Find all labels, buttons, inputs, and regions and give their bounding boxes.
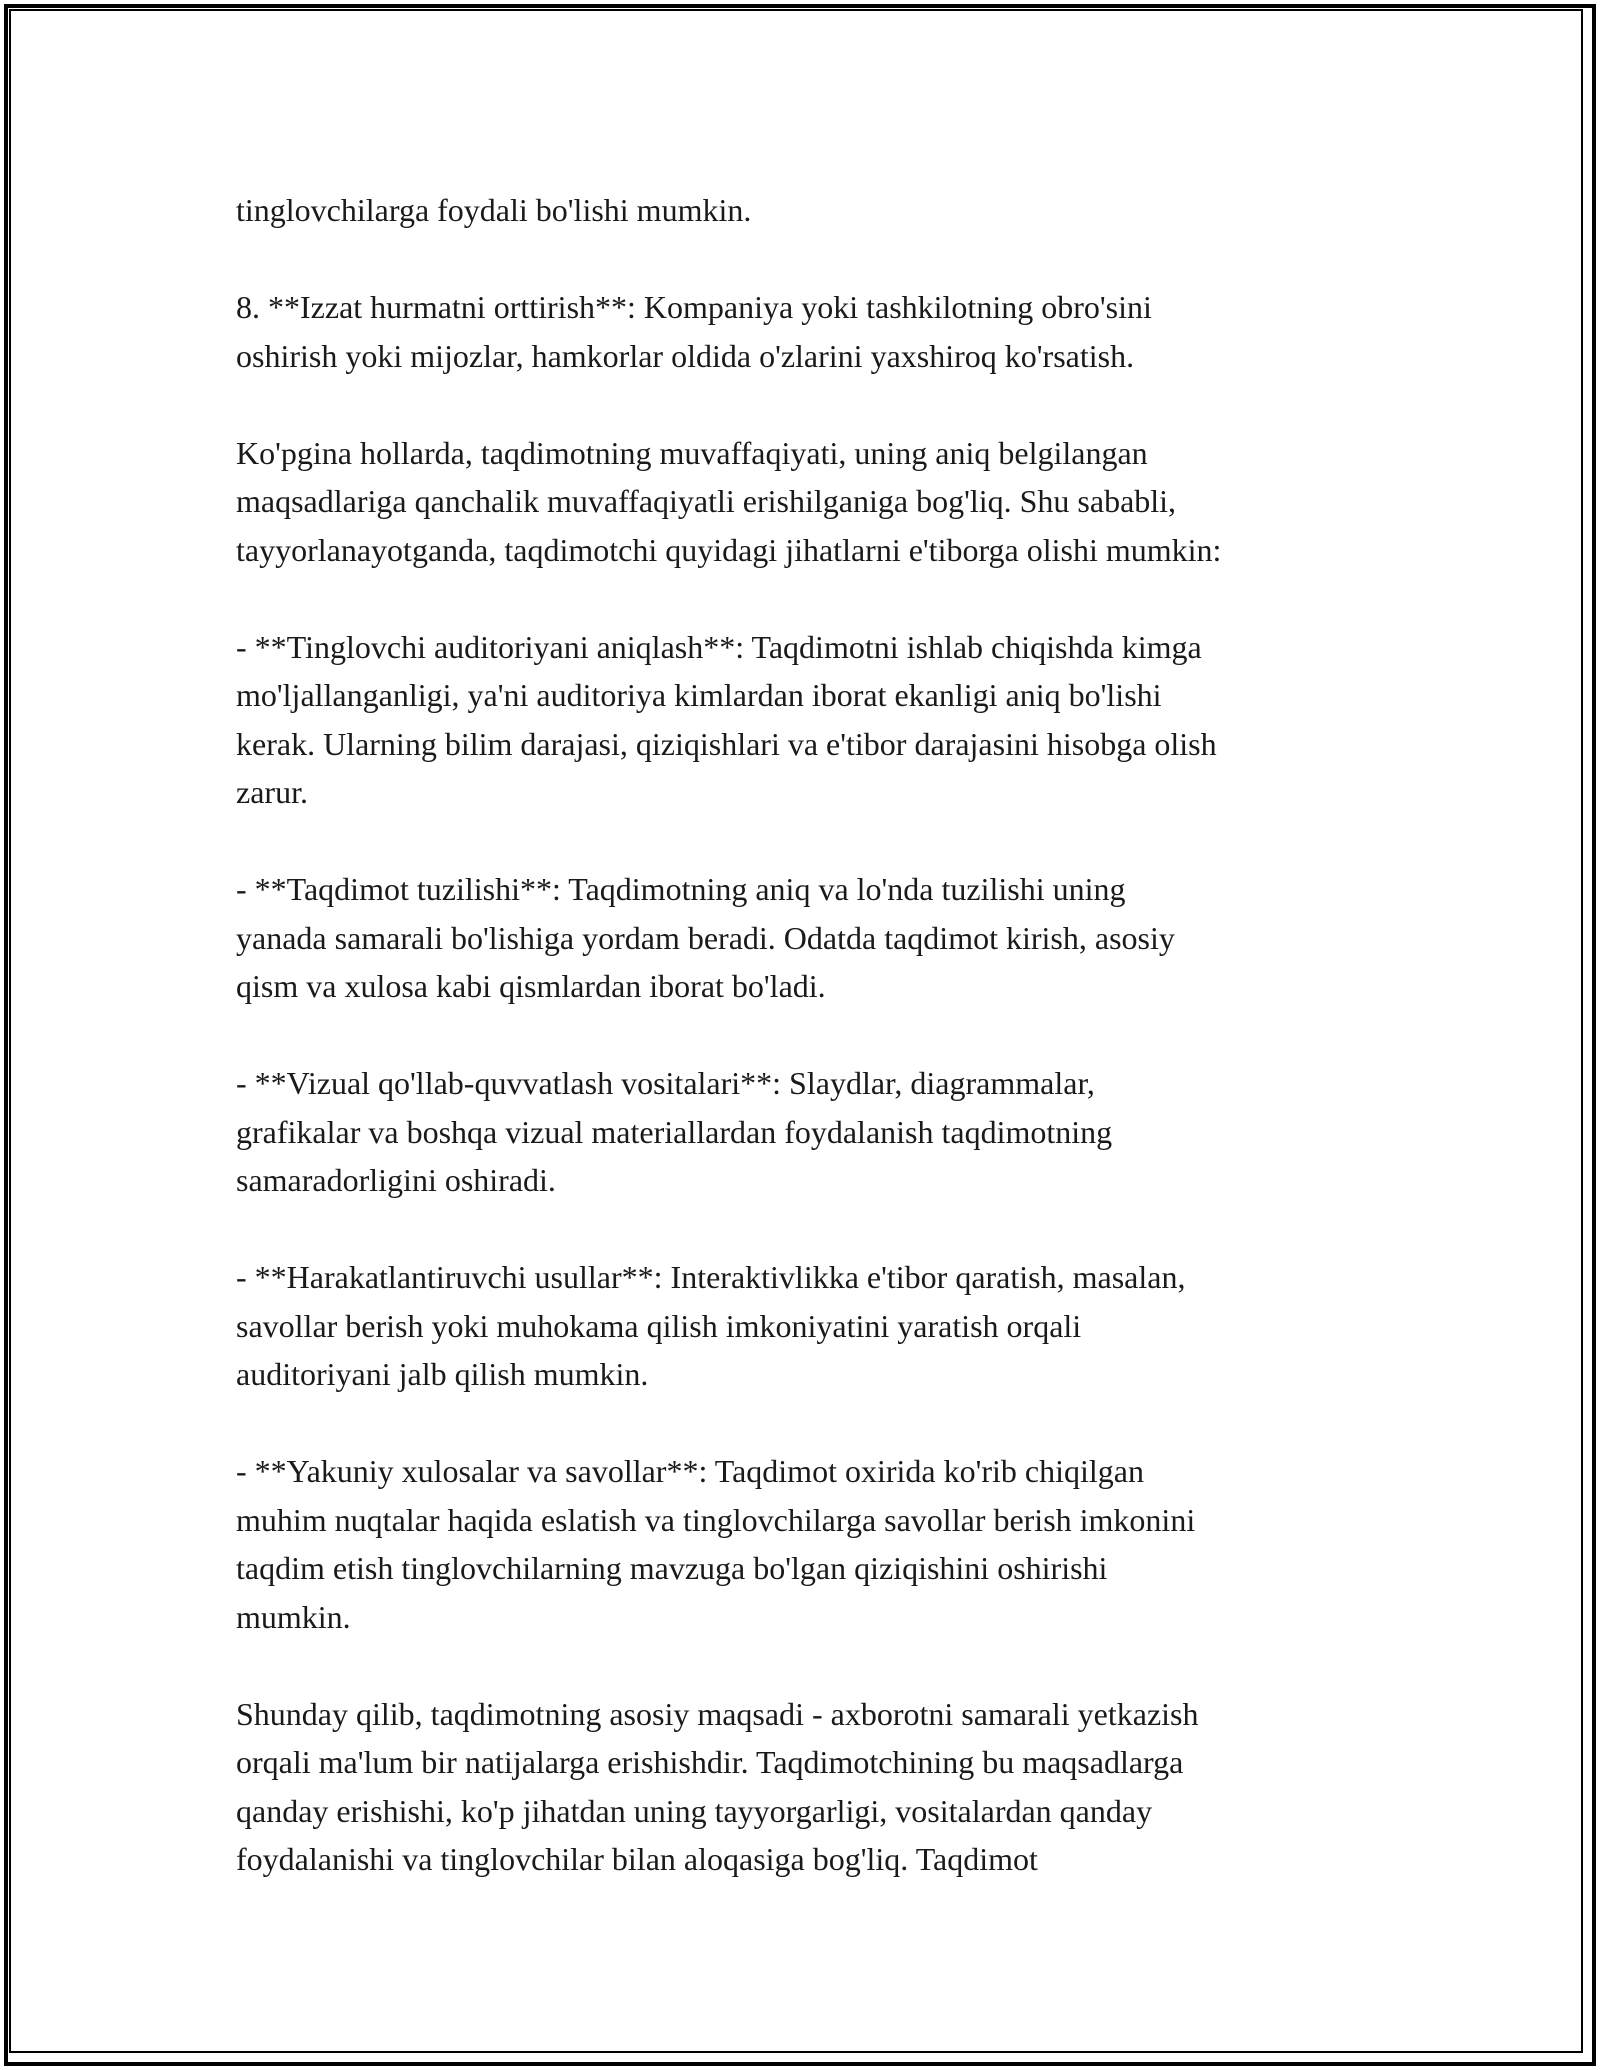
paragraph	[236, 1059, 1386, 1205]
text-line: maqsadlariga qanchalik muvaffaqiyatli erishilganiga bog'liq. Shu sababli,	[236, 483, 1177, 519]
text-line: - **Vizual qo'llab-quvvatlash vositalari**: Slaydlar, diagrammalar,	[236, 1065, 1095, 1101]
text-line: Ko'pgina hollarda, taqdimotning muvaffaqiyati, uning aniq belgilangan	[236, 434, 1148, 471]
text-line: orqali ma'lum bir natijalarga erishishdir. Taqdimotchining bu maqsadlarga	[236, 1744, 1184, 1780]
text-line: muhim nuqtalar haqida eslatish va tinglovchilarga savollar berish imkonini	[236, 1501, 1196, 1538]
text-line: qism va xulosa kabi qismlardan iborat bo'ladi.	[236, 968, 826, 1004]
paragraph	[236, 186, 1386, 235]
text-line: savollar berish yoki muhokama qilish imkoniyatini yaratish orqali	[236, 1307, 1082, 1344]
text-line: samaradorligini oshiradi.	[236, 1162, 556, 1198]
paragraph	[236, 1690, 1386, 1884]
text-line: taqdim etish tinglovchilarning mavzuga bo'lgan qiziqishini oshirishi	[236, 1550, 1108, 1586]
text-line: oshirish yoki mijozlar, hamkorlar oldida o'zlarini yaxshiroq ko'rsatish.	[236, 337, 1135, 374]
text-line: grafikalar va boshqa vizual materiallardan foydalanish taqdimotning	[236, 1113, 1113, 1150]
paragraph	[236, 1447, 1386, 1641]
text-line: yanada samarali bo'lishiga yordam beradi. Odatda taqdimot kirish, asosiy	[236, 919, 1175, 956]
paragraph	[236, 623, 1386, 817]
text-line: foydalanishi va tinglovchilar bilan aloqasiga bog'liq. Taqdimot	[236, 1841, 1038, 1877]
paragraph	[236, 429, 1386, 575]
text-line: Shunday qilib, taqdimotning asosiy maqsadi - axborotni samarali yetkazish	[236, 1695, 1199, 1732]
paragraph	[236, 865, 1386, 1011]
document-body	[236, 186, 1386, 1884]
text-line: mo'ljallanganligi, ya'ni auditoriya kimlardan iborat ekanligi aniq bo'lishi	[236, 677, 1162, 713]
text-line: mumkin.	[236, 1598, 351, 1635]
paragraph	[236, 283, 1386, 380]
text-line: qanday erishishi, ko'p jihatdan uning tayyorgarligi, vositalardan qanday	[236, 1792, 1153, 1829]
text-line: zarur.	[236, 774, 308, 810]
text-line: 8. **Izzat hurmatni orttirish**: Kompaniya yoki tashkilotning obro'sini	[236, 289, 1152, 325]
text-line: - **Taqdimot tuzilishi**: Taqdimotning aniq va lo'nda tuzilishi uning	[236, 871, 1126, 907]
paragraph	[236, 1253, 1386, 1399]
text-line: auditoriyani jalb qilish mumkin.	[236, 1356, 649, 1392]
text-line: kerak. Ularning bilim darajasi, qiziqishlari va e'tibor darajasini hisobga olish	[236, 725, 1217, 762]
text-line: - **Yakuniy xulosalar va savollar**: Taqdimot oxirida ko'rib chiqilgan	[236, 1453, 1144, 1489]
text-line: - **Harakatlantiruvchi usullar**: Interaktivlikka e'tibor qaratish, masalan,	[236, 1259, 1186, 1295]
text-line: tayyorlanayotganda, taqdimotchi quyidagi jihatlarni e'tiborga olishi mumkin:	[236, 531, 1222, 568]
text-line: - **Tinglovchi auditoriyani aniqlash**: Taqdimotni ishlab chiqishda kimga	[236, 628, 1202, 665]
text-line: tinglovchilarga foydali bo'lishi mumkin.	[236, 192, 752, 228]
